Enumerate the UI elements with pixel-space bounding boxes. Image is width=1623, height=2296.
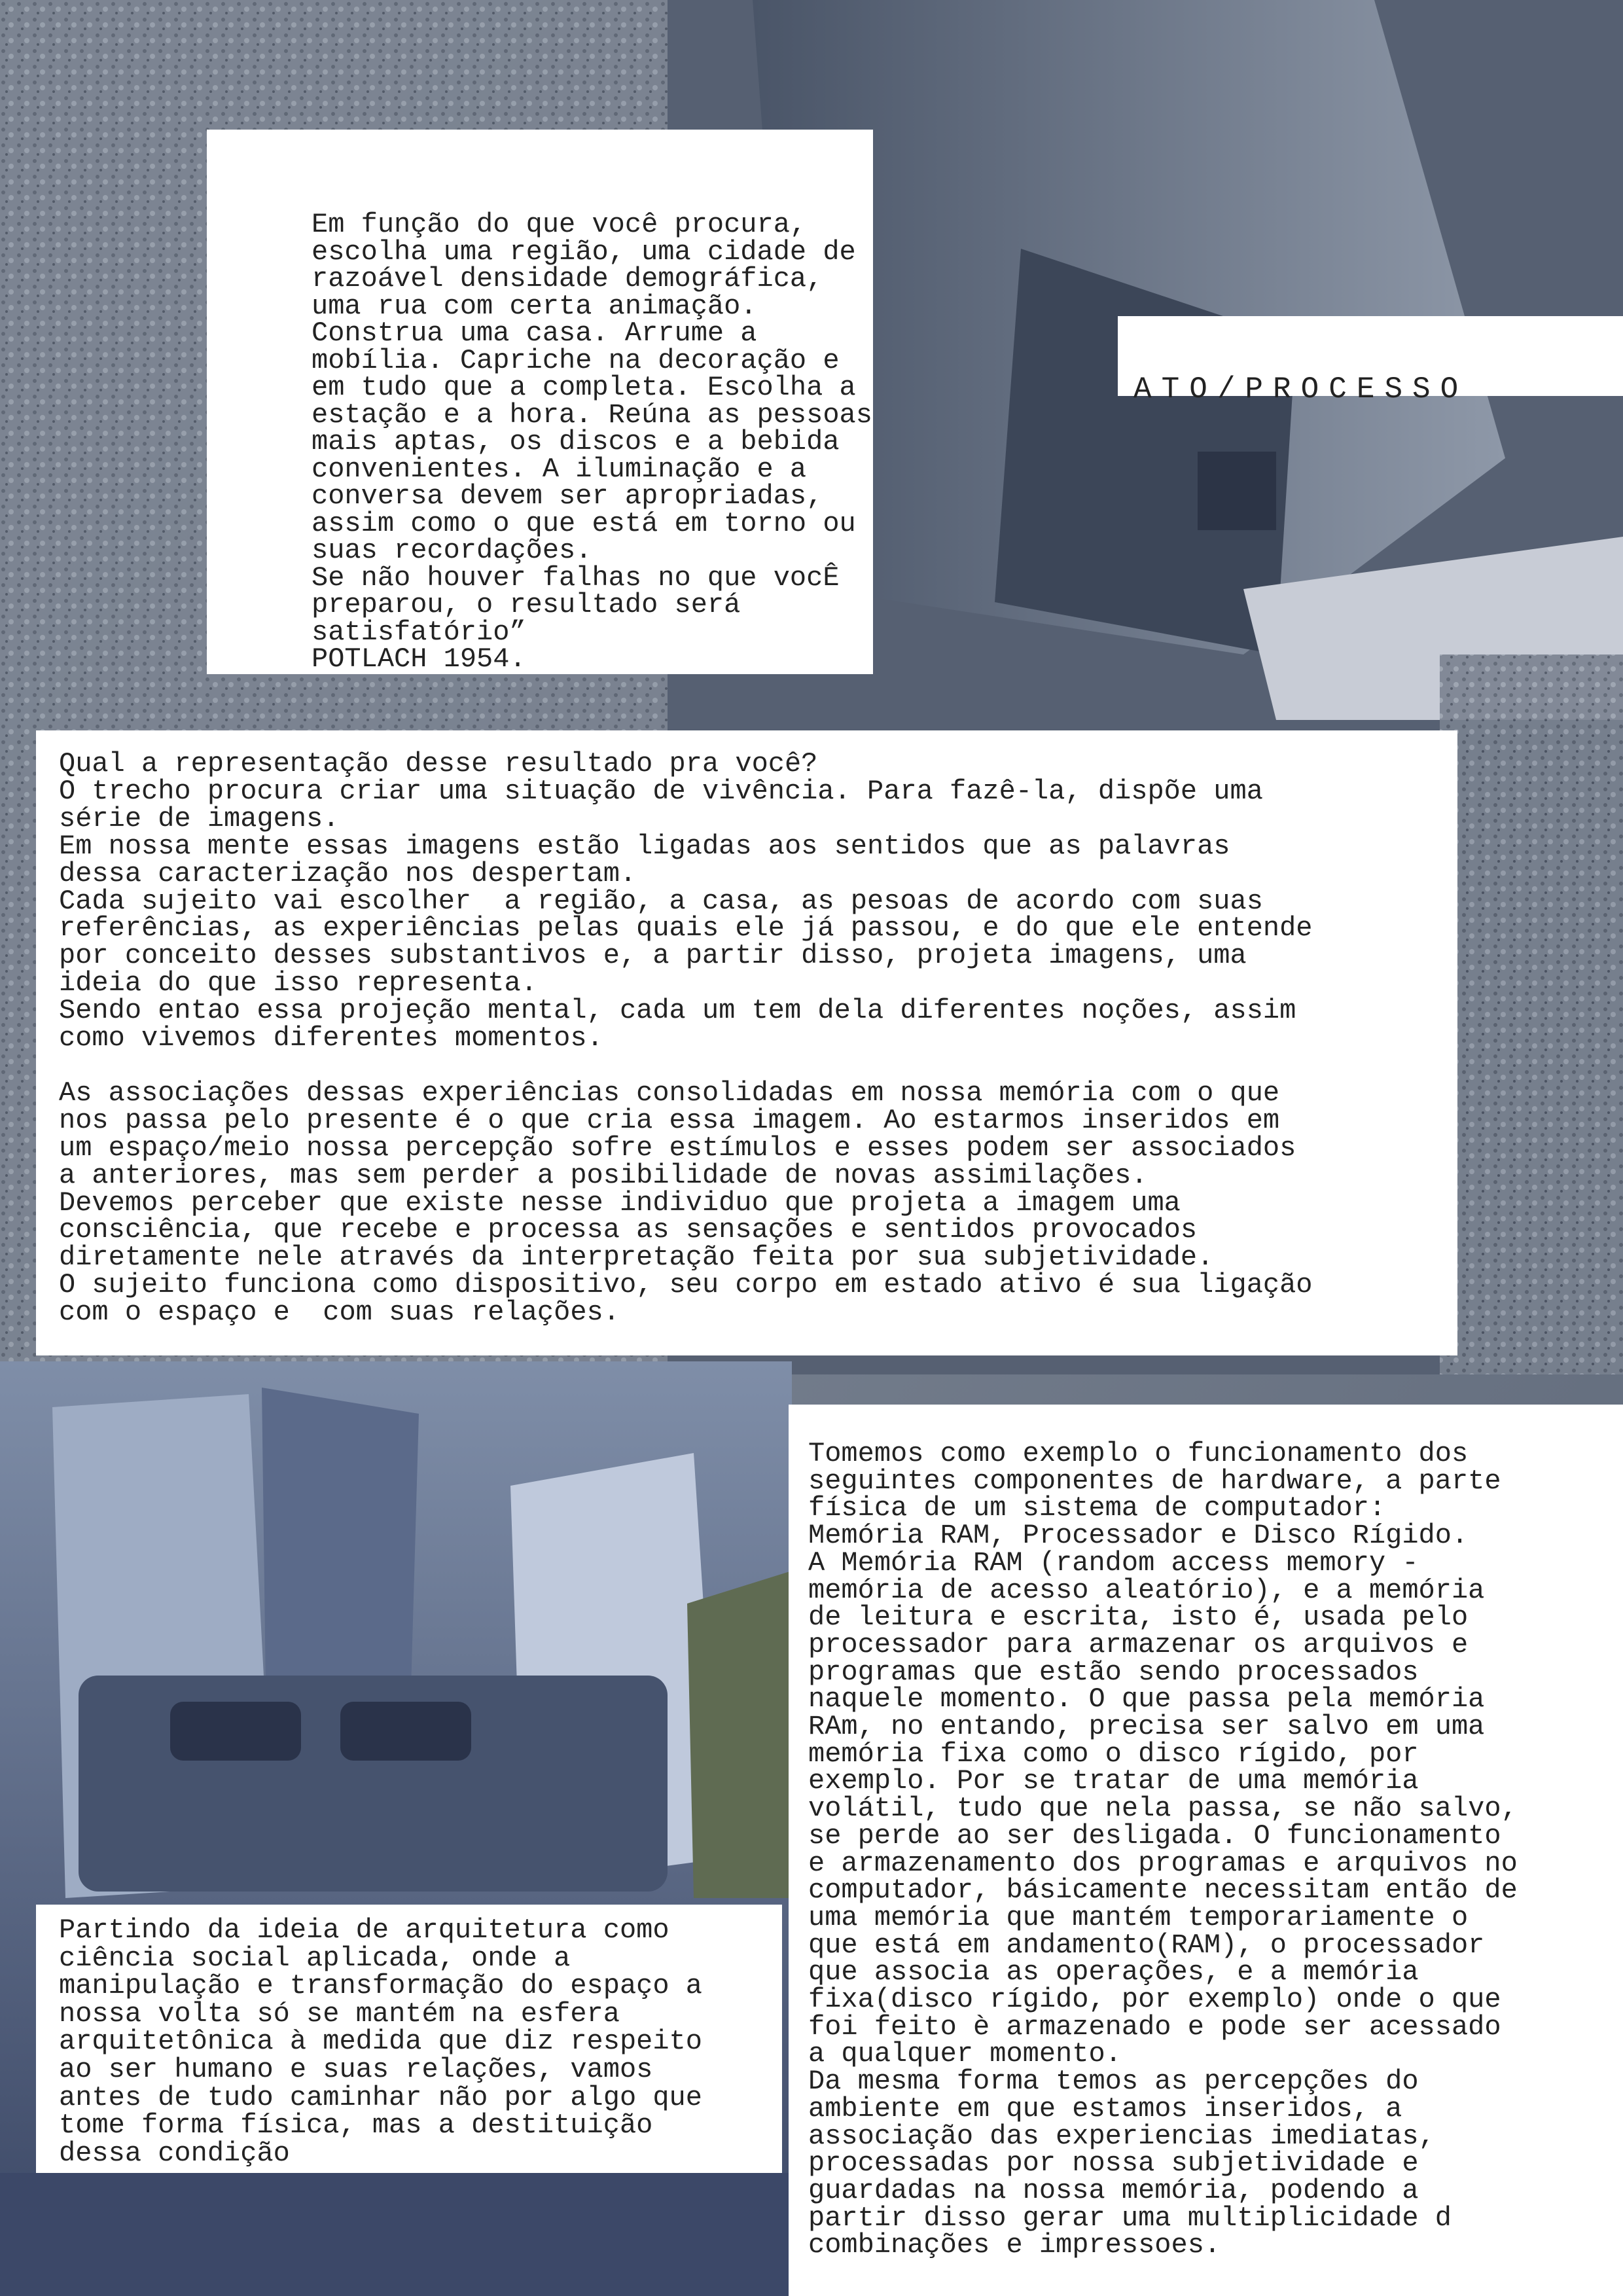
text-line: Cada sujeito vai escolher a região, a casa, as pesoas de acordo com suas (59, 885, 1263, 917)
text-line: seguintes componentes de hardware, a parte (808, 1465, 1501, 1497)
text-line: combinações e impressoes. (808, 2229, 1221, 2261)
text-line: escolha uma região, uma cidade de (312, 236, 856, 268)
text-line: satisfatório” (312, 616, 526, 648)
text-line: suas recordações. (312, 535, 592, 566)
text-line: As associações dessas experiências consolidadas em nossa memória com o que (59, 1077, 1280, 1109)
text-line: Em nossa mente essas imagens estão ligadas aos sentidos que as palavras (59, 830, 1230, 862)
page-title: ATO/PROCESSO (1133, 372, 1469, 406)
text-line: conversa devem ser apropriadas, (312, 480, 823, 512)
quote-text (312, 211, 872, 673)
text-line: preparou, o resultado será (312, 589, 741, 620)
text-line: Tomemos como exemplo o funcionamento dos (808, 1438, 1469, 1469)
text-line: Em função do que você procura, (312, 209, 807, 240)
text-line: ideia do que isso representa. (59, 967, 537, 999)
text-line: Se não houver falhas no que vocÊ (312, 562, 840, 594)
text-line: processadas por nossa subjetividade e (808, 2147, 1419, 2179)
text-line: guardadas na nossa memória, podendo a (808, 2174, 1419, 2206)
text-line: com o espaço e com suas relações. (59, 1297, 620, 1329)
text-line: a anteriores, mas sem perder a posibilidade de novas assimilações. (59, 1159, 1148, 1191)
main-paragraph (59, 748, 1313, 1329)
text-line: mobília. Capriche na decoração e (312, 344, 840, 376)
text-line: Qual a representação desse resultado pra você? (59, 748, 818, 780)
text-line: série de imagens. (59, 802, 340, 834)
text-line: associação das experiencias imediatas, (808, 2120, 1435, 2152)
text-line: um espaço/meio nossa percepção sofre estímulos e esses podem ser associados (59, 1132, 1296, 1164)
text-line: tome forma física, mas a destituição (59, 2109, 653, 2142)
text-line: convenientes. A iluminação e a (312, 453, 807, 485)
text-line: Construa uma casa. Arrume a (312, 317, 757, 349)
text-line: naquele momento. O que passa pela memória (808, 1683, 1485, 1715)
text-line: de leitura e escrita, isto é, usada pelo (808, 1602, 1469, 1634)
text-line: Memória RAM, Processador e Disco Rígido. (808, 1520, 1469, 1552)
text-line: volátil, tudo que nela passa, se não salvo, (808, 1793, 1518, 1825)
text-line: arquitetônica à medida que diz respeito (59, 2026, 702, 2058)
text-line: em tudo que a completa. Escolha a (312, 372, 856, 403)
text-line: programas que estão sendo processados (808, 1656, 1419, 1688)
text-line: nos passa pelo presente é o que cria essa imagem. Ao estarmos inseridos em (59, 1104, 1280, 1136)
text-line: O sujeito funciona como dispositivo, seu corpo em estado ativo é sua ligação (59, 1269, 1313, 1301)
text-line: que está em andamento(RAM), o processador (808, 1929, 1485, 1961)
text-line: se perde ao ser desligada. O funcionamento (808, 1820, 1501, 1852)
text-line: antes de tudo caminhar não por algo que (59, 2081, 702, 2113)
text-line: ciência social aplicada, onde a (59, 1942, 571, 1974)
text-line: dessa condição (59, 2137, 290, 2169)
text-line: dessa caracterização nos despertam. (59, 857, 637, 889)
text-line: a qualquer momento. (808, 2038, 1122, 2070)
text-line: Partindo da ideia de arquitetura como (59, 1914, 669, 1946)
text-line: foi feito è armazenado e pode ser acessado (808, 2011, 1501, 2043)
text-line: O trecho procura criar uma situação de vivência. Para fazê-la, dispõe uma (59, 775, 1263, 807)
text-line: memória de acesso aleatório), e a memória (808, 1574, 1485, 1606)
text-line: por conceito desses substantivos e, a partir disso, projeta imagens, uma (59, 940, 1247, 972)
text-line: mais aptas, os discos e a bebida (312, 426, 840, 457)
text-line: partir disso gerar uma multiplicidade d (808, 2202, 1452, 2234)
text-line: como vivemos diferentes momentos. (59, 1022, 603, 1054)
hardware-paragraph (808, 1438, 1518, 2261)
text-line: ao ser humano e suas relações, vamos (59, 2053, 653, 2085)
text-line: Da mesma forma temos as percepções do (808, 2066, 1419, 2098)
text-line: referências, as experiências pelas quais ele já passou, e do que ele entende (59, 912, 1313, 944)
text-line: assim como o que está em torno ou (312, 507, 856, 539)
text-line: Devemos perceber que existe nesse individuo que projeta a imagem uma (59, 1187, 1181, 1219)
text-line: memória fixa como o disco rígido, por (808, 1738, 1419, 1770)
text-line: nossa volta só se mantém na esfera (59, 1998, 620, 2030)
text-line: uma rua com certa animação. (312, 290, 757, 322)
text-line: fixa(disco rígido, por exemplo) onde o que (808, 1984, 1501, 2016)
text-line: POTLACH 1954. (312, 643, 526, 675)
text-line: diretamente nele através da interpretação feita por sua subjetividade. (59, 1242, 1214, 1274)
architecture-paragraph (59, 1916, 702, 2167)
text-line: processador para armazenar os arquivos e (808, 1628, 1469, 1660)
text-line: uma memória que mantém temporariamente o (808, 1901, 1469, 1933)
text-line: que associa as operações, e a memória (808, 1956, 1419, 1988)
text-line: estação e a hora. Reúna as pessoas (312, 399, 872, 431)
text-line: exemplo. Por se tratar de uma memória (808, 1765, 1419, 1797)
text-line: física de um sistema de computador: (808, 1492, 1386, 1524)
text-line: A Memória RAM (random access memory - (808, 1547, 1419, 1579)
text-line: razoável densidade demográfica, (312, 263, 823, 295)
text-line: computador, básicamente necessitam então de (808, 1874, 1518, 1907)
text-line: ambiente em que estamos inseridos, a (808, 2092, 1402, 2125)
text-line: RAm, no entando, precisa ser salvo em uma (808, 1711, 1485, 1743)
text-line: manipulação e transformação do espaço a (59, 1970, 702, 2002)
text-line: consciência, que recebe e processa as sensações e sentidos provocados (59, 1214, 1198, 1246)
text-line: Sendo entao essa projeção mental, cada um tem dela diferentes noções, assim (59, 995, 1296, 1027)
text-line: e armazenamento dos programas e arquivos no (808, 1847, 1518, 1879)
